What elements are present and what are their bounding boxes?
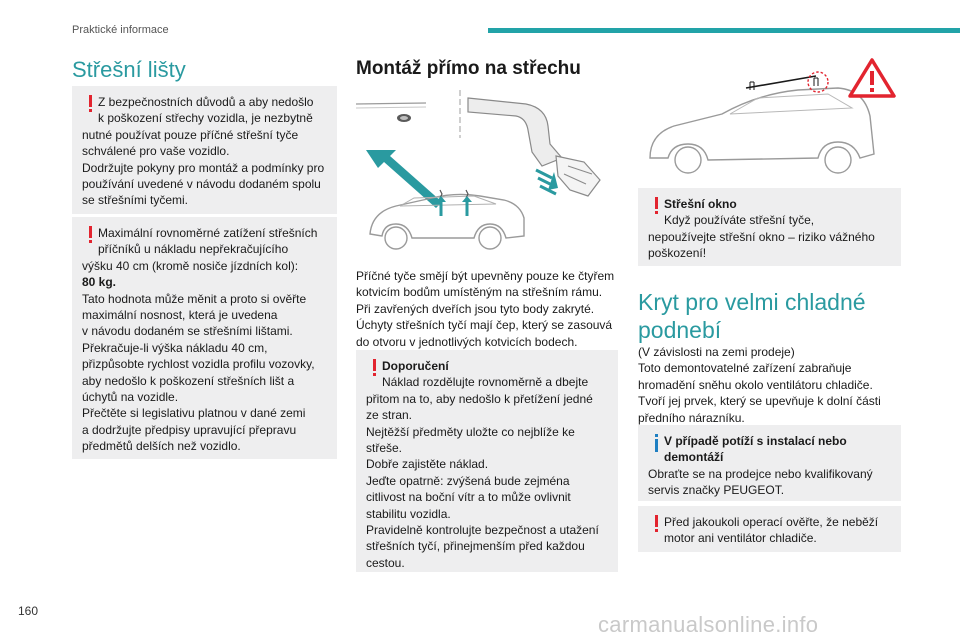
paragraph-line: kotvicím bodům umístěným na střešním rámu.	[356, 285, 603, 300]
teal-arrow-icon	[366, 150, 442, 208]
roof-mounting-illustration	[356, 86, 618, 264]
warning-box-sunroof	[638, 188, 901, 266]
advice-line: citlivost na boční vítr a to může ovlivnit	[366, 490, 571, 505]
warning-line: úchytů na vozidle.	[82, 390, 179, 405]
advice-line: Dobře zajistěte náklad.	[366, 457, 489, 472]
warning-line: poškození!	[648, 246, 707, 261]
advice-line: stabilitu vozidla.	[366, 506, 451, 521]
warning-title: Střešní okno	[664, 197, 737, 211]
info-title-line: demontáží	[664, 450, 724, 465]
warning-line: nepoužívejte střešní okno – riziko vážného	[648, 229, 875, 244]
paragraph-line: Při zavřených dveřích jsou tyto body zakryté.	[356, 301, 595, 316]
paragraph-line: Úchyty střešních tyčí mají čep, který se zasouvá	[356, 318, 613, 333]
section-title-line: Kryt pro velmi chladné	[638, 289, 866, 315]
warning-line: a dodržujte předpisy upravující přepravu	[82, 422, 297, 437]
advice-line: Jeďte opatrně: zvýšená bude zejména	[366, 473, 570, 488]
warning-line: Dodržujte pokyny pro montáž a podmínky pro	[82, 160, 325, 175]
exclamation-icon	[88, 226, 93, 244]
exclamation-icon	[654, 515, 659, 533]
paragraph-line: předního nárazníku.	[638, 410, 745, 425]
warning-line: k poškození střechy vozidla, je nezbytně	[98, 111, 313, 126]
section-title-cold-climate	[638, 288, 866, 344]
info-line: Obraťte se na prodejce nebo kvalifikovaný	[648, 466, 873, 481]
warning-line: Před jakoukoli operací ověřte, že neběží	[664, 515, 879, 529]
warning-box-approved-bars	[72, 86, 337, 214]
watermark: carmanualsonline.info	[598, 612, 819, 637]
page-number: 160	[18, 604, 39, 618]
paragraph-line: do otvoru v jednotlivých kotvicích bodech.	[356, 334, 578, 349]
warning-line: Překračuje-li výška nákladu 40 cm,	[82, 340, 268, 355]
warning-line: Přečtěte si legislativu platnou v dané zemi	[82, 406, 306, 421]
advice-line: Nejtěžší předměty uložte co nejblíže ke	[366, 424, 575, 439]
info-box-installation	[638, 425, 901, 501]
warning-line: Maximální rovnoměrné zatížení střešních	[98, 226, 318, 240]
section-title-roof-bars: Střešní lišty	[72, 57, 186, 82]
roof-bar	[746, 76, 816, 88]
car-outline	[370, 194, 524, 238]
car-outline	[650, 88, 874, 160]
advice-line: přitom na to, aby nedošlo k přetížení jedné	[366, 391, 593, 406]
advice-box	[356, 350, 618, 572]
paragraph-anchor-points	[356, 268, 614, 350]
warning-box-max-load	[72, 217, 337, 459]
warning-triangle-icon	[850, 60, 894, 96]
warning-line: předmětů delších než vozidlo.	[82, 439, 241, 454]
warning-line: používání uvedené v návodu dodaném spolu	[82, 177, 321, 192]
advice-line: cestou.	[366, 555, 405, 570]
warning-line: přizpůsobte rychlost vozidla profilu vozovky,	[82, 357, 315, 372]
advice-line: Pravidelně kontrolujte bezpečnost a utažení	[366, 523, 599, 538]
warning-line: motor ani ventilátor chladiče.	[664, 531, 817, 546]
exclamation-icon	[654, 197, 659, 215]
sunroof-illustration	[638, 54, 900, 188]
warning-line: Když používáte střešní tyče,	[664, 213, 815, 228]
warning-line: aby nedošlo k poškození střešních lišt a	[82, 373, 295, 388]
advice-line: Náklad rozdělujte rovnoměrně a dbejte	[382, 375, 589, 390]
warning-box-engine	[638, 506, 901, 552]
info-icon	[654, 434, 659, 452]
warning-line: příčníků u nákladu nepřekračujícího	[98, 242, 289, 257]
paragraph-line: Toto demontovatelné zařízení zabraňuje	[638, 361, 852, 376]
warning-line: výšku 40 cm (kromě nosiče jízdních kol):	[82, 258, 299, 273]
info-title-line: V případě potíží s instalací nebo	[664, 434, 847, 448]
section-title-roof-mounting: Montáž přímo na střechu	[356, 58, 581, 79]
advice-line: ze stran.	[366, 408, 413, 423]
warning-line: maximální nosnost, která je uvedena	[82, 308, 278, 323]
warning-line: Tato hodnota může měnit a proto si ověřte	[82, 291, 307, 306]
paragraph-cold-climate	[638, 344, 881, 426]
paragraph-line: (V závislosti na zemi prodeje)	[638, 345, 795, 359]
section-title-line: podnebí	[638, 317, 722, 343]
warning-line: se střešními tyčemi.	[82, 193, 189, 208]
warning-line: Z bezpečnostních důvodů a aby nedošlo	[98, 95, 314, 109]
advice-line: střešních tyčí, přinejmenším před každou	[366, 539, 585, 554]
info-line: servis značky PEUGEOT.	[648, 483, 785, 498]
paragraph-line: Tvoří jej prvek, který se upevňuje k dolní části	[638, 394, 881, 409]
advice-line: střeše.	[366, 441, 403, 456]
exclamation-icon	[372, 359, 377, 377]
warning-line: schválené pro vaše vozidlo.	[82, 144, 230, 159]
warning-line: v návodu dodaném se střešními lištami.	[82, 324, 293, 339]
exclamation-icon	[88, 95, 93, 113]
paragraph-line: hromadění sněhu okolo ventilátoru chladiče.	[638, 377, 873, 392]
advice-title: Doporučení	[382, 359, 449, 373]
running-header: Praktické informace	[72, 24, 169, 36]
warning-line: nutné používat pouze příčné střešní tyče	[82, 127, 299, 142]
paragraph-line: Příčné tyče smějí být upevněny pouze ke čtyřem	[356, 269, 615, 283]
header-accent-bar	[488, 28, 960, 33]
max-load-value: 80 kg.	[82, 275, 117, 290]
